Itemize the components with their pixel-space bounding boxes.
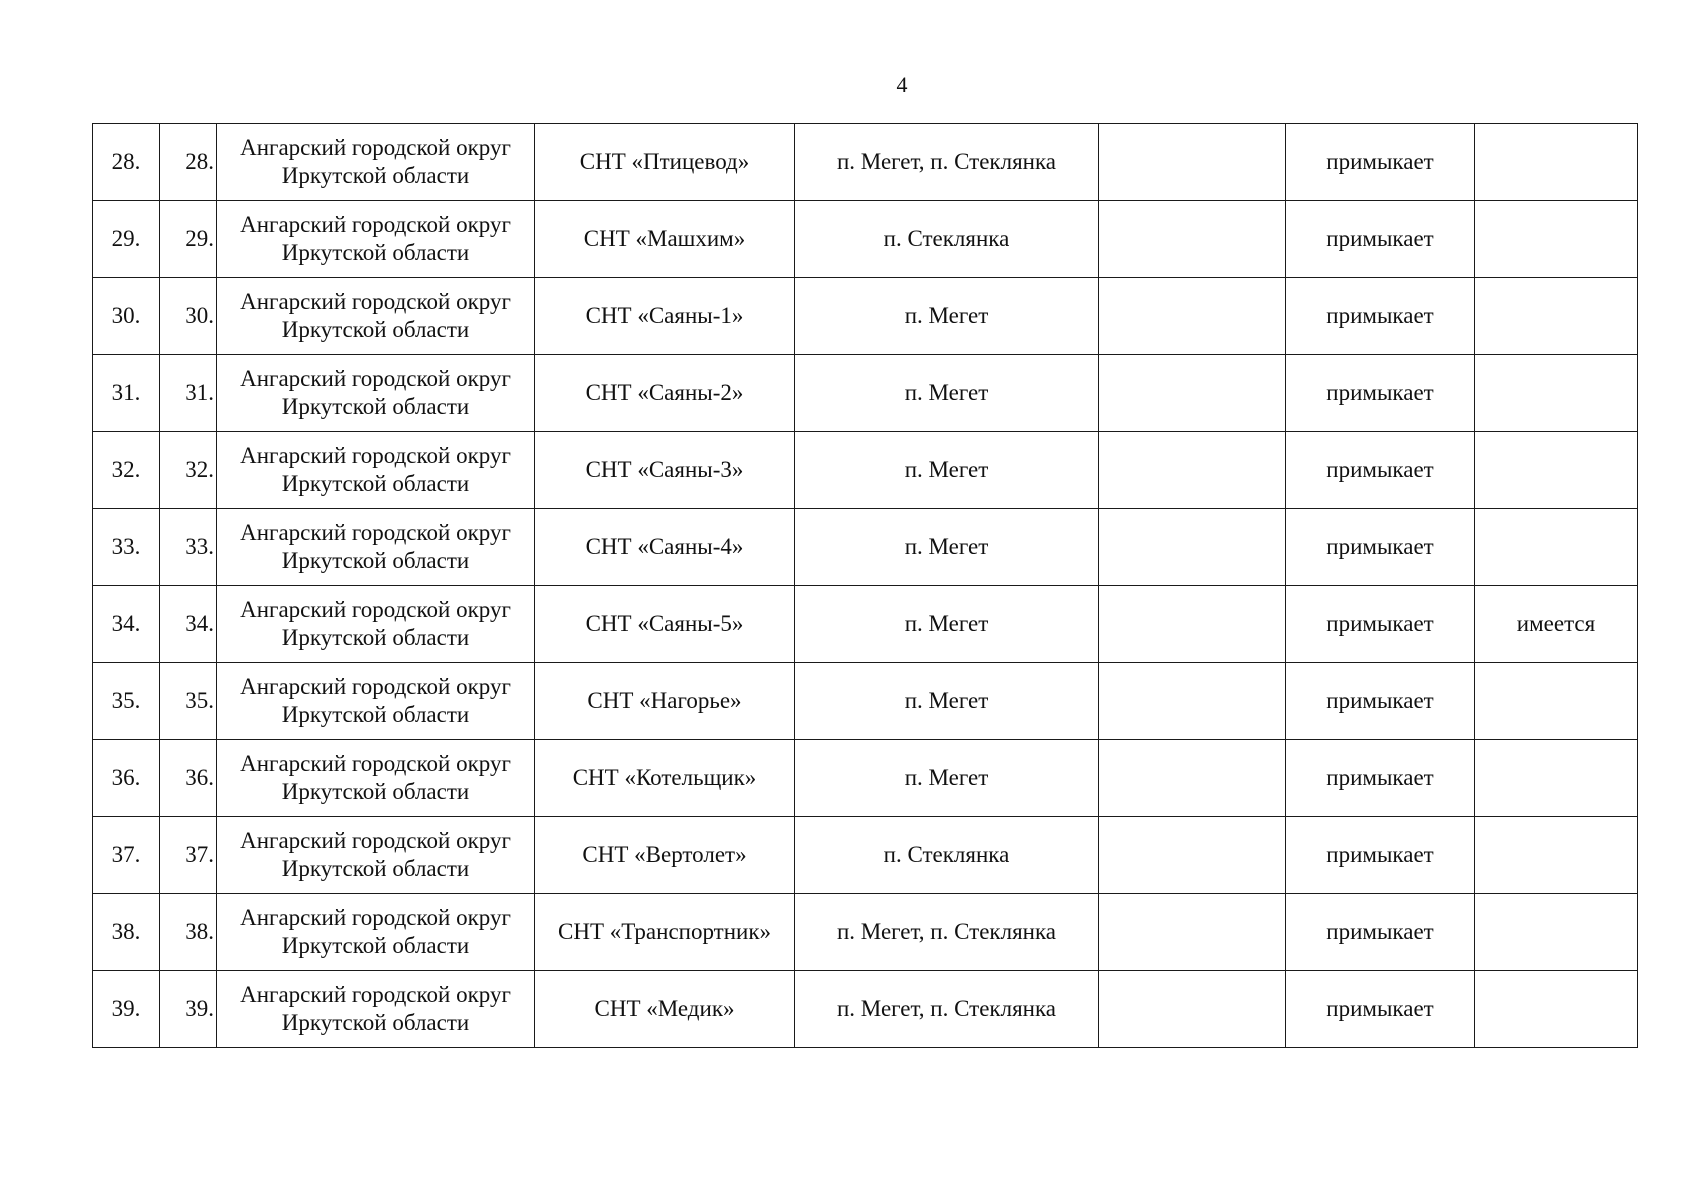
availability-cell (1475, 355, 1638, 432)
table-body (93, 124, 1638, 1048)
empty-column-cell (1099, 509, 1286, 586)
district-line-1: Ангарский городской округ (240, 212, 511, 237)
row-number-cell: 36. (93, 740, 160, 817)
row-number-cell: 28. (93, 124, 160, 201)
district-cell (217, 586, 535, 663)
settlement-cell: п. Мегет (795, 663, 1099, 740)
row-number-cell: 37. (93, 817, 160, 894)
settlement-cell: п. Мегет, п. Стеклянка (795, 971, 1099, 1048)
district-line-2: Иркутской области (281, 933, 470, 958)
settlement-cell: п. Стеклянка (795, 201, 1099, 278)
district-cell (217, 509, 535, 586)
district-line-2: Иркутской области (281, 394, 470, 419)
district-cell (217, 432, 535, 509)
settlement-cell: п. Стеклянка (795, 817, 1099, 894)
snt-name-cell: СНТ «Вертолет» (535, 817, 795, 894)
empty-column-cell (1099, 355, 1286, 432)
availability-cell (1475, 278, 1638, 355)
availability-cell (1475, 124, 1638, 201)
settlement-cell: п. Мегет, п. Стеклянка (795, 124, 1099, 201)
district-line-1: Ангарский городской округ (240, 674, 511, 699)
table-row (93, 355, 1638, 432)
adjacency-status-cell: примыкает (1286, 509, 1475, 586)
empty-column-cell (1099, 971, 1286, 1048)
settlement-cell: п. Мегет, п. Стеклянка (795, 894, 1099, 971)
availability-cell (1475, 432, 1638, 509)
empty-column-cell (1099, 663, 1286, 740)
district-cell (217, 740, 535, 817)
adjacency-status-cell: примыкает (1286, 971, 1475, 1048)
row-number-cell: 34. (93, 586, 160, 663)
snt-name-cell: СНТ «Саяны-4» (535, 509, 795, 586)
row-number-alt-cell: 31. (160, 355, 217, 432)
adjacency-status-cell: примыкает (1286, 355, 1475, 432)
settlement-cell: п. Мегет (795, 355, 1099, 432)
row-number-cell: 35. (93, 663, 160, 740)
district-line-1: Ангарский городской округ (240, 366, 511, 391)
district-line-1: Ангарский городской округ (240, 982, 511, 1007)
empty-column-cell (1099, 817, 1286, 894)
table-row (93, 124, 1638, 201)
district-line-1: Ангарский городской округ (240, 520, 511, 545)
row-number-alt-cell: 33. (160, 509, 217, 586)
district-cell (217, 278, 535, 355)
district-line-1: Ангарский городской округ (240, 443, 511, 468)
table-row (93, 278, 1638, 355)
row-number-alt-cell: 38. (160, 894, 217, 971)
row-number-cell: 39. (93, 971, 160, 1048)
row-number-alt-cell: 32. (160, 432, 217, 509)
district-line-1: Ангарский городской округ (240, 597, 511, 622)
snt-name-cell: СНТ «Саяны-1» (535, 278, 795, 355)
snt-name-cell: СНТ «Птицевод» (535, 124, 795, 201)
district-line-1: Ангарский городской округ (240, 828, 511, 853)
row-number-alt-cell: 37. (160, 817, 217, 894)
snt-name-cell: СНТ «Котельщик» (535, 740, 795, 817)
settlement-cell: п. Мегет (795, 432, 1099, 509)
snt-name-cell: СНТ «Нагорье» (535, 663, 795, 740)
district-cell (217, 663, 535, 740)
empty-column-cell (1099, 124, 1286, 201)
table-row (93, 509, 1638, 586)
snt-name-cell: СНТ «Медик» (535, 971, 795, 1048)
district-line-2: Иркутской области (281, 471, 470, 496)
district-line-2: Иркутской области (281, 1010, 470, 1035)
table-row (93, 740, 1638, 817)
table-row (93, 971, 1638, 1048)
district-cell (217, 971, 535, 1048)
snt-name-cell: СНТ «Саяны-3» (535, 432, 795, 509)
adjacency-status-cell: примыкает (1286, 278, 1475, 355)
district-cell (217, 355, 535, 432)
page-number: 4 (896, 72, 908, 97)
district-line-2: Иркутской области (281, 702, 470, 727)
district-line-1: Ангарский городской округ (240, 289, 511, 314)
snt-name-cell: СНТ «Саяны-2» (535, 355, 795, 432)
settlement-cell: п. Мегет (795, 278, 1099, 355)
adjacency-status-cell: примыкает (1286, 663, 1475, 740)
availability-cell (1475, 201, 1638, 278)
adjacency-status-cell: примыкает (1286, 586, 1475, 663)
district-line-1: Ангарский городской округ (240, 135, 511, 160)
row-number-cell: 32. (93, 432, 160, 509)
row-number-cell: 33. (93, 509, 160, 586)
district-line-1: Ангарский городской округ (240, 905, 511, 930)
row-number-cell: 29. (93, 201, 160, 278)
adjacency-status-cell: примыкает (1286, 740, 1475, 817)
settlement-cell: п. Мегет (795, 740, 1099, 817)
empty-column-cell (1099, 740, 1286, 817)
table-row (93, 894, 1638, 971)
table-row (93, 201, 1638, 278)
district-cell (217, 817, 535, 894)
availability-cell (1475, 817, 1638, 894)
district-line-2: Иркутской области (281, 317, 470, 342)
snt-name-cell: СНТ «Саяны-5» (535, 586, 795, 663)
table-row (93, 432, 1638, 509)
adjacency-status-cell: примыкает (1286, 432, 1475, 509)
row-number-alt-cell: 30. (160, 278, 217, 355)
row-number-alt-cell: 36. (160, 740, 217, 817)
availability-cell (1475, 663, 1638, 740)
district-line-2: Иркутской области (281, 163, 470, 188)
district-cell (217, 124, 535, 201)
adjacency-status-cell: примыкает (1286, 817, 1475, 894)
row-number-alt-cell: 34. (160, 586, 217, 663)
empty-column-cell (1099, 894, 1286, 971)
district-line-2: Иркутской области (281, 240, 470, 265)
empty-column-cell (1099, 432, 1286, 509)
row-number-cell: 31. (93, 355, 160, 432)
availability-cell: имеется (1475, 586, 1638, 663)
settlement-cell: п. Мегет (795, 586, 1099, 663)
availability-cell (1475, 740, 1638, 817)
district-line-1: Ангарский городской округ (240, 751, 511, 776)
table-row (93, 663, 1638, 740)
district-line-2: Иркутской области (281, 779, 470, 804)
adjacency-status-cell: примыкает (1286, 124, 1475, 201)
district-line-2: Иркутской области (281, 625, 470, 650)
snt-registry-table (92, 123, 1638, 1048)
row-number-alt-cell: 39. (160, 971, 217, 1048)
row-number-cell: 38. (93, 894, 160, 971)
empty-column-cell (1099, 201, 1286, 278)
empty-column-cell (1099, 278, 1286, 355)
adjacency-status-cell: примыкает (1286, 894, 1475, 971)
availability-cell (1475, 971, 1638, 1048)
empty-column-cell (1099, 586, 1286, 663)
snt-name-cell: СНТ «Машхим» (535, 201, 795, 278)
availability-cell (1475, 509, 1638, 586)
district-cell (217, 894, 535, 971)
row-number-alt-cell: 29. (160, 201, 217, 278)
table-row (93, 817, 1638, 894)
settlement-cell: п. Мегет (795, 509, 1099, 586)
table-row (93, 586, 1638, 663)
district-line-2: Иркутской области (281, 856, 470, 881)
row-number-alt-cell: 28. (160, 124, 217, 201)
district-cell (217, 201, 535, 278)
availability-cell (1475, 894, 1638, 971)
row-number-cell: 30. (93, 278, 160, 355)
adjacency-status-cell: примыкает (1286, 201, 1475, 278)
row-number-alt-cell: 35. (160, 663, 217, 740)
district-line-2: Иркутской области (281, 548, 470, 573)
snt-name-cell: СНТ «Транспортник» (535, 894, 795, 971)
